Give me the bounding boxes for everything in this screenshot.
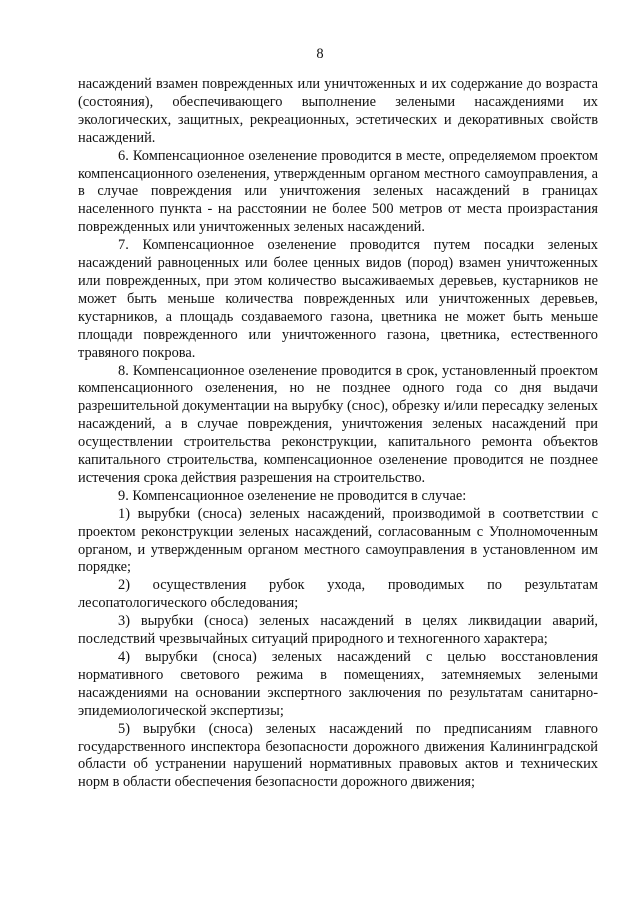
subitem-1: 1) вырубки (сноса) зеленых насаждений, производимой в соответствии с проектом реконструкции зеленых насаждений, согласованным с Уполномоченным органом, и утвержденным органом местного самоуправления в установленном им порядке; [78, 505, 598, 576]
page-number: 8 [316, 46, 324, 62]
document-body [78, 76, 598, 792]
subitem-4: 4) вырубки (сноса) зеленых насаждений с целью восстановления нормативного светового режима в помещениях, затемняемых зелеными насаждениями на основании экспертного заключения по результатам санитарно-эпидемиологической экспертизы; [78, 649, 598, 719]
paragraph-item-9: 9. Компенсационное озеленение не проводится в случае: [118, 487, 467, 504]
paragraph-item-6: 6. Компенсационное озеленение проводится в месте, определяемом проектом компенсационного озеленения, утвержденным органом местного самоуправления, а в случае повреждения или уничтожения зеленых насаждений в границах населенного пункта - на расстоянии не более 500 метров от места произрастания поврежденных или уничтоженных зеленых насаждений. [78, 147, 598, 236]
subitem-2: 2) осуществления рубок ухода, проводимых по результатам лесопатологического обследования; [78, 577, 598, 612]
subitem-5: 5) вырубки (сноса) зеленых насаждений по предписаниям главного государственного инспектора безопасности дорожного движения Калининградской области об устранении нарушений нормативных правовых актов и технических норм в области обеспечения безопасности дорожного движения; [78, 720, 598, 791]
paragraph-item-8: 8. Компенсационное озеленение проводится в срок, установленный проектом компенсационного озеленения, но не позднее одного года со дня выдачи разрешительной документации на вырубку (снос), обрезку и/или пересадку зеленых насаждений, а в случае повреждения, уничтожения зеленых насаждений при осуществлении строительства реконструкции, капитального ремонта объектов капитального строительства, компенсационное озеленение проводится не позднее истечения срока действия разрешения на строительство. [78, 362, 598, 486]
subitem-3: 3) вырубки (сноса) зеленых насаждений в целях ликвидации аварий, последствий чрезвычайных ситуаций природного и техногенного характера; [78, 613, 598, 648]
paragraph-item-7: 7. Компенсационное озеленение проводится путем посадки зеленых насаждений равноценных или более ценных видов (пород) взамен уничтоженных или поврежденных, при этом количество высаживаемых деревьев, кустарников не может быть меньше количества поврежденных или уничтоженных деревьев, кустарников, а площадь создаваемого газона, цветника не может быть меньше площади поврежденного или уничтоженного газона, цветника, естественного травяного покрова. [78, 237, 598, 361]
paragraph-continuation: насаждений взамен поврежденных или уничтоженных и их содержание до возраста (состояния), обеспечивающего выполнение зелеными насаждениями их экологических, защитных, рекреационных, эстетических и декоративных свойств насаждений. [78, 76, 598, 146]
